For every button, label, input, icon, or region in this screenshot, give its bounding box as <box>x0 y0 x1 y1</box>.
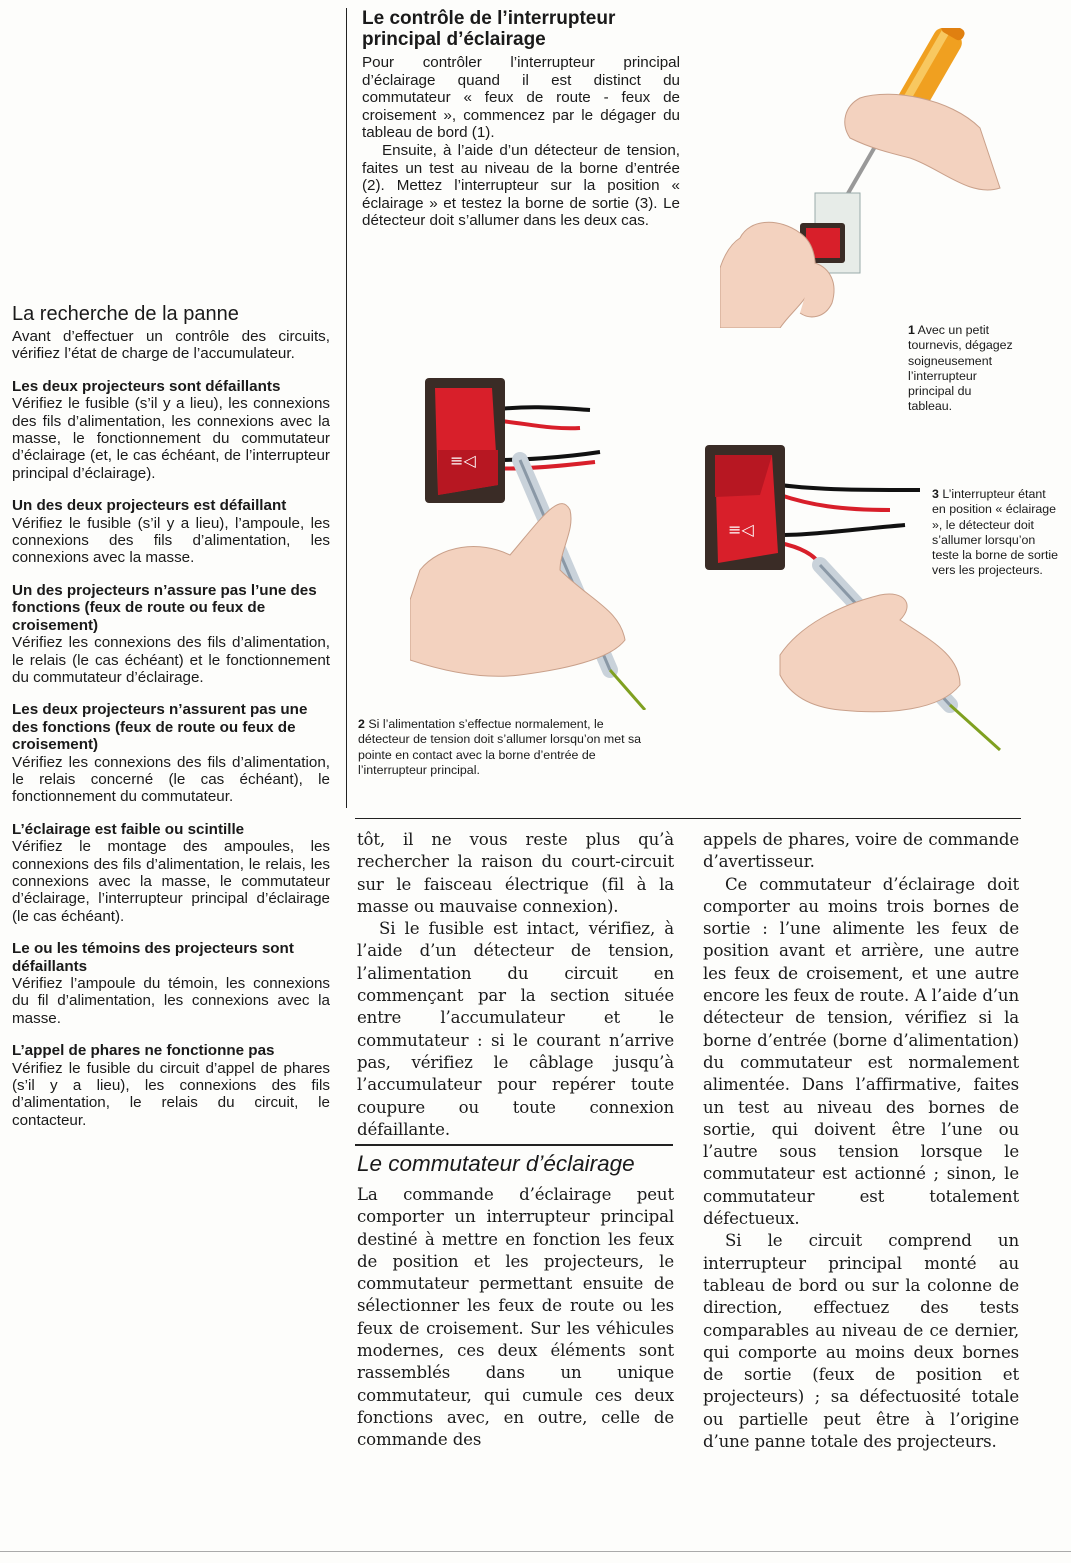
caption-1-text: Avec un petit tournevis, dégagez soigneusement l’interrupteur principal du tableau. <box>908 323 1013 414</box>
left-section-text: Vérifiez le fusible (s’il y a lieu), les connexions des fils d’alimentation, les connexions avec la masse, le fonctionnement du commutateur d’éclairage (et, le cas échéant, de l’interrupteur principal d’éclairage). <box>12 395 330 482</box>
section-divider <box>355 818 1021 819</box>
body-paragraph: Si le fusible est intact, vérifiez, à l’aide d’un détecteur de tension, l’alimentation du circuit en commençant par la section située entre l’accumulateur et le commutateur : si le courant n’arrive pas, vérifiez le câblage jusqu’à l’accumulateur pour repérer toute coupure ou toute connexion défaillante. <box>357 919 674 1139</box>
body-paragraph: La commande d’éclairage peut comporter un interrupteur principal destiné à mettre en fonction les feux de position et les projecteurs, le commutateur permettant ensuite de sélectionner les feux de route ou les feux de croisement. Sur les véhicules modernes, ces deux éléments sont rassemblés dans un unique commutateur, qui cumule ces deux fonctions avec, en outre, celle de commande des <box>357 1185 674 1450</box>
top-article-title: Le contrôle de l’interrupteur principal d’éclairage <box>362 8 616 50</box>
left-section-heading: L’éclairage est faible ou scintille <box>12 820 245 838</box>
left-title: La recherche de la panne <box>12 303 239 325</box>
headlight-icon: ≡◁ <box>450 451 476 470</box>
left-section-heading: L’appel de phares ne fonctionne pas <box>12 1042 275 1060</box>
left-section-heading: Le ou les témoins des projecteurs sont défaillants <box>12 940 294 975</box>
left-section <box>12 582 330 686</box>
body-paragraph: Ce commutateur d’éclairage doit comporter au moins trois bornes de sortie : l’une alimente les feux de position avant et arrière, une autre les feux de croisement, et une autre encore les feux de route. A l’aide d’un détecteur de tension, vérifiez si la borne d’entrée (borne d’alimentation) du commutateur est normalement alimentée. Dans l’affirmative, faites un test au niveau des bornes de sortie, qui doivent être l’une ou l’autre sous tension lorsque le commutateur est actionné ; sinon, le commutateur est totalement défectueux. <box>703 874 1019 1229</box>
left-section-heading: Les deux projecteurs sont défaillants <box>12 377 281 395</box>
left-section <box>12 821 330 925</box>
left-section <box>12 497 330 567</box>
caption-2-number: 2 <box>358 717 365 731</box>
left-section <box>12 940 330 1027</box>
body-column-a <box>357 829 674 1141</box>
caption-1-number: 1 <box>908 323 915 337</box>
column-divider <box>346 8 347 808</box>
body-paragraph: tôt, il ne vous reste plus qu’à rechercher la raison du court-circuit sur le faisceau électrique (fil à la masse ou mauvaise connexion). <box>357 830 674 916</box>
left-section-text: Vérifiez le fusible (s’il y a lieu), l’ampoule, les connexions des fils d’alimentation, les connexions avec la masse. <box>12 514 330 567</box>
light-icon: ≡◁ <box>728 520 754 539</box>
top-article-p1: Pour contrôler l’interrupteur principal d’éclairage quand il est distinct du commutateur « feux de route - feux de croisement », commencez par le dégager du tableau de bord (1). <box>362 54 680 142</box>
left-section-heading: Un des projecteurs n’assure pas l’une des fonctions (feux de route ou feux de croisement) <box>12 581 317 634</box>
left-section-text: Vérifiez l’ampoule du témoin, les connexions du fil d’alimentation, les connexions avec la masse. <box>12 975 330 1027</box>
illustration-input-test <box>410 370 680 710</box>
left-column <box>12 303 330 1129</box>
left-section <box>12 1042 330 1129</box>
left-intro: Avant d’effectuer un contrôle des circuits, vérifiez l’état de charge de l’accumulateur. <box>12 328 330 363</box>
commutateur-heading: Le commutateur d’éclairage <box>357 1151 635 1176</box>
body-column-b <box>703 829 1019 1453</box>
caption-2-text: Si l’alimentation s’effectue normalement, le détecteur de tension doit s’allumer lorsqu’on met sa pointe en contact avec la borne d’entrée de l’interrupteur principal. <box>358 717 642 777</box>
caption-2 <box>358 717 658 778</box>
body-paragraph: appels de phares, voire de commande d’avertisseur. <box>703 830 1019 872</box>
top-article-p2: Ensuite, à l’aide d’un détecteur de tension, faites un test au niveau de la borne d’entrée (2). Mettez l’interrupteur sur la position « éclairage » et testez la borne de sortie (3). Le détecteur doit s’allumer dans les deux cas. <box>362 141 680 230</box>
left-section <box>12 701 330 805</box>
caption-3-text: L’interrupteur étant en position « éclairage », le détecteur doit s’allumer lorsqu’on teste la borne de sortie vers les projecteurs. <box>932 487 1059 578</box>
left-section-text: Vérifiez les connexions des fils d’alimentation, le relais concerné (le cas échéant), le fonctionnement du commutateur. <box>12 753 330 806</box>
left-section-heading: Un des deux projecteurs est défaillant <box>12 497 287 515</box>
left-section-text: Vérifiez le fusible du circuit d’appel de phares (s’il y a lieu), les connexions des fils d’alimentation, le relais du circuit, le contacteur. <box>12 1059 330 1129</box>
top-article <box>362 8 680 230</box>
left-section-text: Vérifiez les connexions des fils d’alimentation, le relais (le cas échéant) et le fonctionnement du commutateur d’éclairage. <box>12 634 330 686</box>
caption-1 <box>908 323 1018 415</box>
illustration-output-test <box>690 435 1010 755</box>
body-paragraph: Si le circuit comprend un interrupteur principal monté au tableau de bord ou sur la colonne de direction, effectuez des tests comparables au niveau de ce dernier, qui comporte au moins deux bornes de sortie (feux de position et projecteurs) ; sa défectuosité totale ou partielle peut être à l’origine d’une panne totale des projecteurs. <box>703 1231 1019 1452</box>
left-section <box>12 378 330 482</box>
page-bottom-rule <box>0 1551 1071 1552</box>
caption-3 <box>932 487 1062 579</box>
illustration-screwdriver <box>720 28 1020 328</box>
left-section-heading: Les deux projecteurs n’assurent pas une des fonctions (feux de route ou feux de croisement) <box>12 701 308 754</box>
left-section-text: Vérifiez le montage des ampoules, les connexions des fils d’alimentation, le relais, les connexions avec la masse, le commutateur d’éclairage, l’interrupteur principal d’éclairage (le cas échéant). <box>12 838 330 925</box>
heading-rule <box>355 1144 673 1146</box>
body-column-a-continued <box>357 1184 674 1452</box>
caption-3-number: 3 <box>932 487 939 501</box>
